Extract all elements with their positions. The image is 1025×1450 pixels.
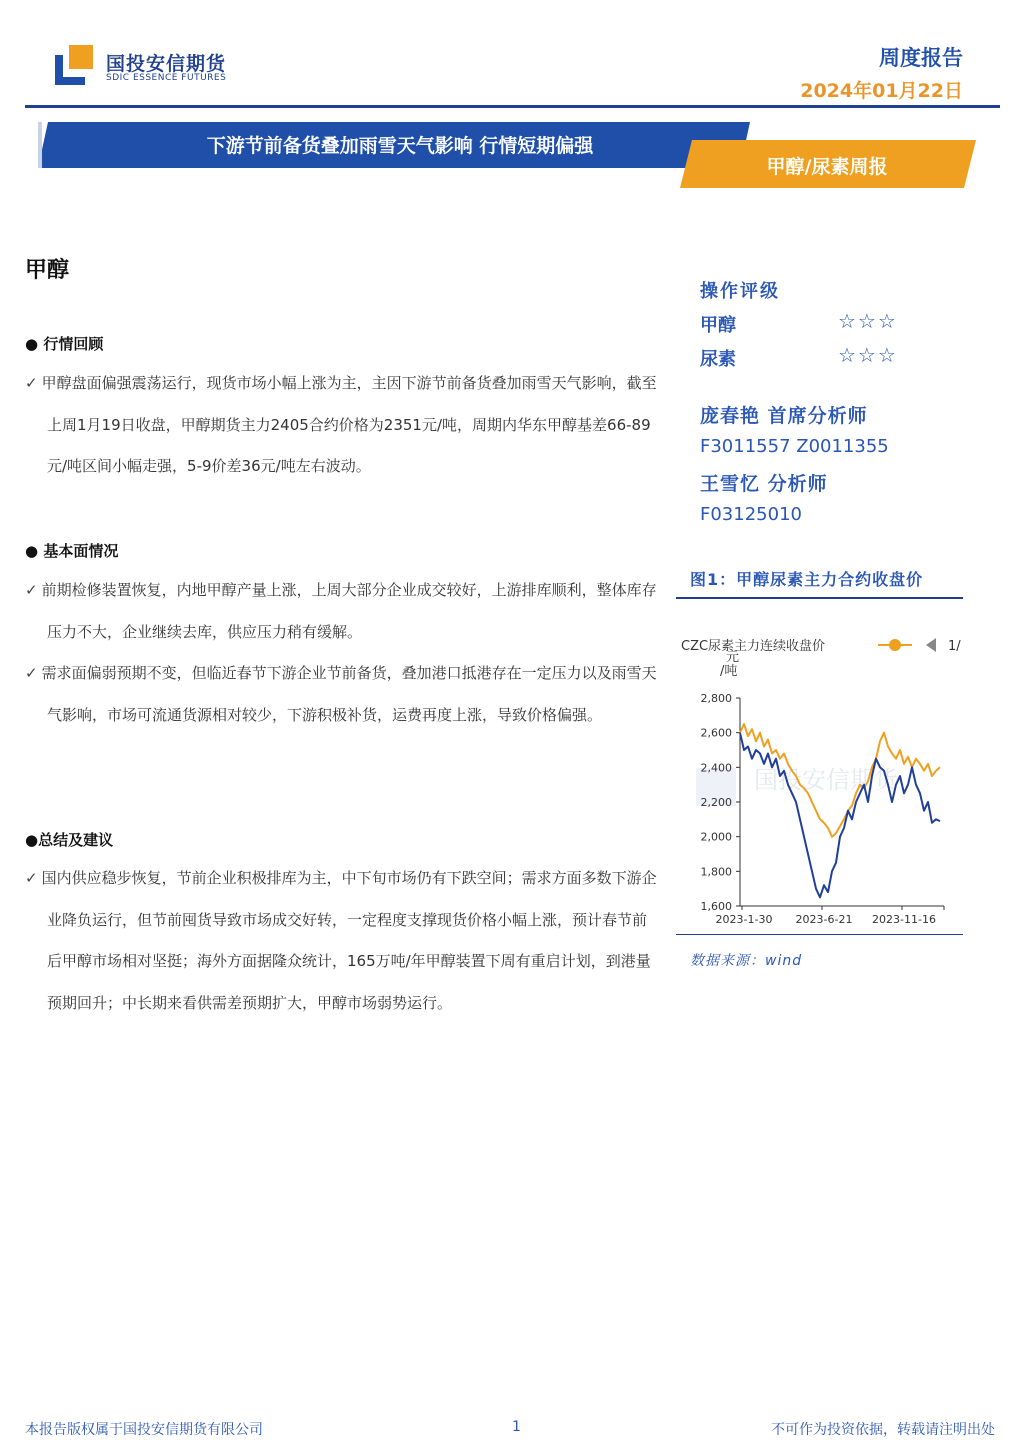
check-icon: ✓	[25, 869, 38, 887]
logo-chinese-name: 国投安信期货	[106, 53, 227, 75]
analyst-id: F3011557 Z0011355	[700, 436, 889, 457]
paragraph-fundamentals-demand: ✓ 需求面偏弱预期不变，但临近春节下游企业节前备货，叠加港口抵港存在一定压力以及雨雪天气影响，市场可流通货源相对较少，下游积极补货，运费再度上涨，导致价格偏强。	[25, 664, 657, 724]
company-logo-icon	[55, 45, 97, 85]
check-icon: ✓	[25, 374, 38, 392]
subheading-summary: ●总结及建议	[25, 831, 114, 849]
rating-label: 操作评级	[700, 281, 780, 302]
report-type: 周度报告	[879, 46, 963, 70]
figure-top-rule	[676, 597, 963, 599]
rating-stars-methanol: ☆☆☆	[838, 309, 898, 333]
report-subtitle: 甲醇/尿素周报	[766, 156, 888, 178]
check-icon: ✓	[25, 664, 38, 682]
legend-page-indicator: 1/	[948, 639, 961, 654]
y-tick-label: 2,200	[700, 796, 732, 809]
y-tick-label: 1,600	[700, 900, 732, 913]
y-unit-label: 元	[726, 650, 740, 665]
footer-disclaimer: 不可作为投资依据，转载请注明出处	[771, 1422, 995, 1438]
legend-marker-icon	[889, 639, 901, 651]
chart-legend-label: CZC尿素主力连续收盘价	[681, 639, 826, 654]
logo-english-name: SDIC ESSENCE FUTURES	[106, 73, 227, 83]
series-line-blue	[740, 733, 940, 898]
analyst-name: 庞春艳 首席分析师	[700, 405, 868, 427]
analyst-id: F03125010	[700, 504, 802, 525]
report-date: 2024年01月22日	[800, 80, 963, 102]
x-tick-label: 2023-1-30	[715, 913, 773, 926]
subheading-market-review: ● 行情回顾	[25, 335, 104, 353]
rating-name-urea: 尿素	[700, 349, 736, 370]
paragraph-summary: ✓ 国内供应稳步恢复，节前企业积极排库为主，中下旬市场仍有下跌空间；需求方面多数下游企业降负运行，但节前囤货导致市场成交好转，一定程度支撑现货价格小幅上涨，预计春节前后甲醇市场相对坚挺；海外方面据隆众统计，165万吨/年甲醇装置下周有重启计划，到港量预期回升；中长期来看供需差预期扩大，甲醇市场弱势运行。	[25, 869, 657, 1012]
analyst-name: 王雪忆 分析师	[700, 473, 828, 495]
chart-series	[740, 724, 940, 897]
check-icon: ✓	[25, 581, 38, 599]
y-tick-label: 2,000	[700, 830, 732, 844]
page-number: 1	[512, 1419, 521, 1435]
y-tick-label: 2,600	[700, 726, 732, 740]
header-divider	[25, 105, 1000, 108]
paragraph-fundamentals-supply: ✓ 前期检修装置恢复，内地甲醇产量上涨，上周大部分企业成交较好，上游排库顺利，整体库存压力不大，企业继续去库，供应压力稍有缓解。	[25, 581, 657, 641]
rating-stars-urea: ☆☆☆	[838, 343, 898, 367]
legend-prev-arrow-icon[interactable]	[926, 638, 936, 652]
y-tick-label: 1,800	[700, 865, 732, 879]
y-tick-label: 2,800	[700, 692, 732, 705]
rating-name-methanol: 甲醇	[700, 315, 736, 336]
y-unit-label: /吨	[720, 664, 738, 679]
x-tick-label: 2023-11-16	[872, 913, 936, 926]
paragraph-market-review: ✓ 甲醇盘面偏强震荡运行，现货市场小幅上涨为主，主因下游节前备货叠加雨雪天气影响，截至上周1月19日收盘，甲醇期货主力2405合约价格为2351元/吨，周期内华东甲醇基差66-89元/吨区间小幅走强，5-9价差36元/吨左右波动。	[25, 374, 657, 475]
footer-copyright: 本报告版权属于国投安信期货有限公司	[25, 1422, 263, 1438]
figure-bottom-rule	[676, 934, 963, 935]
chart-watermark: 国投安信期货	[754, 766, 898, 794]
section-title: 甲醇	[25, 258, 70, 283]
report-title: 下游节前备货叠加雨雪天气影响 行情短期偏强	[206, 135, 594, 157]
figure-title: 图1：甲醇尿素主力合约收盘价	[690, 570, 924, 589]
data-source: 数据来源：wind	[690, 953, 803, 969]
price-line-chart	[676, 628, 966, 933]
x-tick-label: 2023-6-21	[795, 913, 853, 926]
y-tick-label: 2,400	[700, 761, 732, 775]
subheading-fundamentals: ● 基本面情况	[25, 542, 119, 560]
